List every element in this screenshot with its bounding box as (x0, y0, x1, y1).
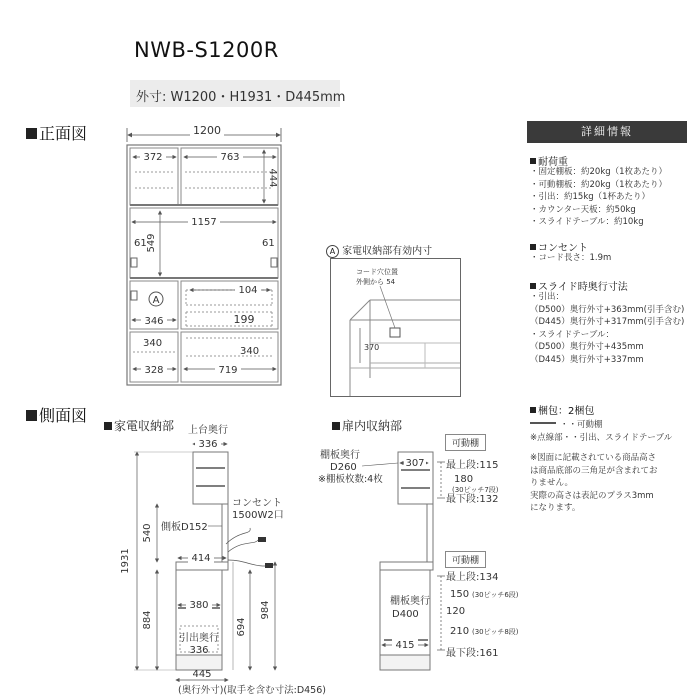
square-bullet-icon (530, 244, 536, 250)
side-view-title: 側面図 (26, 403, 87, 426)
slide-item: ・スライドテーブル： (530, 329, 614, 340)
dim-top-right: 763 (220, 152, 240, 163)
dim-mid-width: 1157 (191, 217, 217, 228)
detail-a-title: A 家電収納部有効内寸 (326, 242, 432, 258)
outer-dims-text: 外寸: W1200・H1931・D445mm (136, 90, 346, 105)
dim-r1-top: 104 (238, 285, 258, 296)
circle-a-marker: A (152, 295, 160, 306)
outlet-list (530, 252, 611, 265)
dim-l4: 328 (144, 365, 164, 376)
load-item: ・可動棚板：約20kg（1枚あたり） (530, 179, 668, 190)
slide-list (530, 291, 684, 366)
slide-item: （D500）奥行外寸+435mm (530, 342, 644, 352)
drawer-depth-label: 引出奥行 (179, 633, 219, 644)
dim-1931: 1931 (120, 548, 131, 574)
board-depth-label: 棚板奥行 (390, 596, 430, 607)
note-line: 実際の高さは表記のプラス3mm (530, 490, 654, 501)
door-storage-section-title: 扉内収納部 (332, 417, 402, 434)
legend-dashed-note: ※点線部・・引出、スライドテーブル (530, 432, 673, 443)
pitch-8-note: (30ピッチ8段) (472, 628, 519, 636)
bottom-161: 最下段:161 (446, 648, 499, 659)
drawer-depth: 336 (189, 645, 209, 656)
dim-414: 414 (191, 553, 211, 564)
dim-top-left: 372 (143, 152, 163, 163)
depth-footnote: (奥行外寸)(取手を含む寸法:D456) (178, 685, 326, 696)
dim-r3: 340 (240, 346, 260, 357)
square-bullet-icon (530, 407, 536, 413)
pitch-210: 210 (450, 626, 470, 637)
detail-a-note1: コード穴位置 (356, 268, 398, 276)
square-bullet-icon (530, 158, 536, 164)
top-115: 最上段:115 (446, 460, 499, 471)
note-line: りません。 (530, 478, 574, 488)
details-panel-header: 詳細情報 (527, 121, 687, 143)
pitch-180: 180 (454, 474, 474, 485)
slide-item: ・引出： (530, 292, 565, 302)
dim-l2: 346 (144, 316, 164, 327)
dim-380: 380 (189, 600, 209, 611)
load-heading: 耐荷重 (530, 153, 568, 168)
notes (530, 452, 658, 515)
shelf-depth-label: 棚板奥行 (320, 450, 360, 461)
shelf-depth: D260 (330, 462, 357, 473)
dim-r4: 719 (218, 365, 238, 376)
shelf-count: ※棚板枚数:4枚 (318, 474, 383, 485)
top-depth: 336 (198, 439, 218, 450)
slide-heading: スライド時奥行寸法 (530, 278, 628, 293)
dim-l3: 340 (143, 338, 163, 349)
note-line: は商品底部の三角足が含まれてお (530, 465, 658, 476)
dim-984: 984 (260, 600, 271, 620)
legend-movable-shelf: ・・可動棚 (530, 419, 672, 432)
bottom-132: 最下段:132 (446, 494, 499, 505)
dim-540: 540 (142, 523, 153, 543)
outlet-spec: 1500W2口 (232, 510, 284, 521)
appliance-section-title: 家電収納部 (104, 417, 174, 434)
solid-line-swatch (530, 422, 556, 424)
note-line: になります。 (530, 503, 581, 513)
outlet-heading: コンセント (530, 239, 588, 254)
load-item: ・固定棚板：約20kg（1枚あたり） (530, 167, 668, 177)
package-heading: 梱包：2梱包 (530, 402, 594, 417)
dim-top-height: 444 (267, 168, 278, 188)
dim-mid-left: 61 (134, 238, 147, 249)
slide-item: （D445）奥行外寸+317mm(引手含む) (530, 317, 685, 327)
legend (530, 419, 672, 444)
detail-a-note2: 外側から 54 (356, 278, 396, 286)
side-board-label: 側板D152 (161, 522, 208, 533)
slide-item: （D500）奥行外寸+363mm(引手含む) (530, 304, 685, 315)
model-name: NWB-S1200R (134, 38, 279, 62)
board-depth: D400 (392, 609, 419, 620)
dim-mid-right: 61 (262, 238, 275, 249)
load-item: ・スライドテーブル：約10kg (530, 217, 644, 227)
dim-884: 884 (142, 610, 153, 630)
outlet-item: ・コード長さ：1.9m (530, 253, 612, 263)
dim-415: 415 (395, 640, 415, 651)
top-depth-label: 上台奥行 (188, 425, 228, 436)
dim-r2: 199 (233, 313, 255, 326)
note-line: ※図面に記載されている商品高さ (530, 453, 657, 463)
front-view-title: 正面図 (26, 121, 87, 144)
circle-a-icon: A (326, 245, 339, 258)
movable-shelf-badge-1: 可動棚 (445, 431, 486, 451)
pitch-120: 120 (446, 606, 466, 617)
pitch-6-note: (30ピッチ6段) (472, 591, 519, 599)
dim-width: 1200 (193, 124, 221, 137)
pitch-7-note: (30ピッチ7段) (452, 486, 499, 494)
dim-307: 307 (405, 458, 425, 469)
dim-mid-height: 549 (146, 233, 157, 253)
slide-item: （D445）奥行外寸+337mm (530, 354, 644, 365)
dim-694: 694 (236, 617, 247, 637)
top-134: 最上段:134 (446, 572, 499, 583)
outlet-label: コンセント (232, 498, 282, 509)
load-list (530, 166, 667, 229)
square-bullet-icon (530, 283, 536, 289)
movable-shelf-badge-2: 可動棚 (445, 548, 486, 568)
dim-445: 445 (192, 669, 212, 680)
detail-a-dim: 370 (364, 343, 380, 352)
load-item: ・カウンター天板：約50kg (530, 204, 636, 215)
load-item: ・引出：約15kg（1杯あたり） (530, 192, 651, 202)
pitch-150: 150 (450, 589, 470, 600)
